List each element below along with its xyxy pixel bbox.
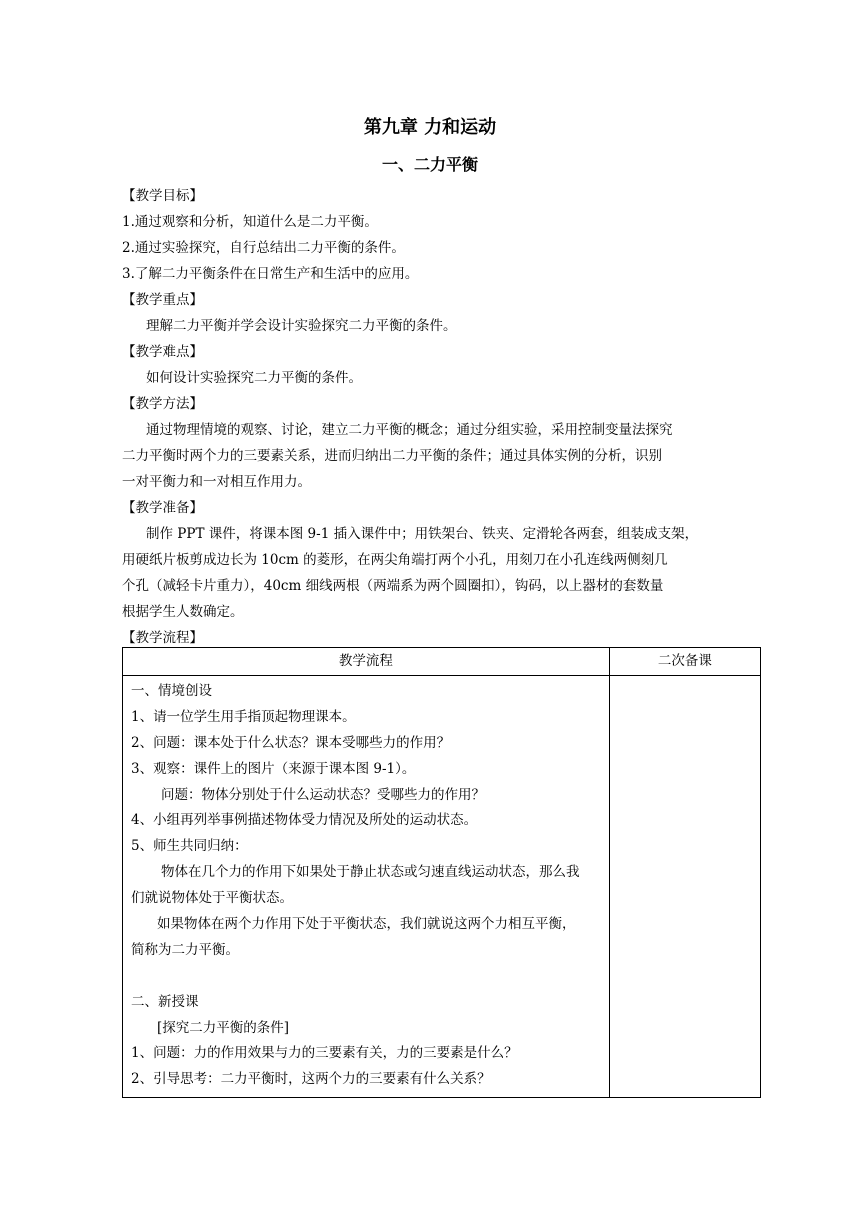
- key-points-text: 理解二力平衡并学会设计实验探究二力平衡的条件。: [146, 318, 457, 334]
- process-heading: 【教学流程】: [122, 630, 203, 646]
- process-line: 如果物体在两个力作用下处于平衡状态，我们就说这两个力相互平衡，: [157, 916, 576, 933]
- section-title: 一、二力平衡: [381, 155, 478, 174]
- process-line: 问题：物体分别处于什么运动状态？受哪些力的作用？: [161, 786, 485, 803]
- methods-heading: 【教学方法】: [122, 396, 203, 412]
- objective-item: 3.了解二力平衡条件在日常生产和生活中的应用。: [122, 266, 419, 282]
- key-points-heading: 【教学重点】: [122, 292, 203, 308]
- difficulties-text: 如何设计实验探究二力平衡的条件。: [146, 370, 362, 386]
- methods-line: 通过物理情境的观察、讨论，建立二力平衡的概念；通过分组实验，采用控制变量法探究: [146, 422, 673, 438]
- process-line: 们就说物体处于平衡状态。: [131, 890, 293, 907]
- chapter-title: 第九章 力和运动: [363, 117, 497, 138]
- table-header-row: [123, 648, 761, 676]
- objective-item: 2.通过实验探究，自行总结出二力平衡的条件。: [122, 240, 405, 256]
- difficulties-heading: 【教学难点】: [122, 344, 203, 360]
- column-header-revision: 二次备课: [609, 648, 760, 676]
- preparation-line: 根据学生人数确定。: [122, 604, 244, 620]
- process-line: 3、观察：课件上的图片（来源于课本图 9-1）。: [131, 760, 416, 777]
- process-line: [探究二力平衡的条件]: [157, 1019, 290, 1036]
- process-line: 5、师生共同归纳：: [131, 838, 248, 855]
- preparation-line: 制作 PPT 课件，将课本图 9-1 插入课件中；用铁架台、铁夹、定滑轮各两套，组装成支架，: [146, 526, 699, 542]
- process-cell: [123, 676, 610, 1098]
- process-line: 4、小组再列举事例描述物体受力情况及所处的运动状态。: [131, 812, 478, 829]
- process-line: 1、问题：力的作用效果与力的三要素有关，力的三要素是什么？: [131, 1045, 518, 1062]
- revision-cell: [609, 676, 760, 1098]
- methods-line: 一对平衡力和一对相互作用力。: [122, 474, 311, 490]
- process-line: 二、新授课: [131, 993, 199, 1010]
- preparation-line: 个孔（减轻卡片重力），40cm 细线两根（两端系为两个圆圈扣），钩码，以上器材的套数量: [122, 578, 664, 594]
- process-line: 1、请一位学生用手指顶起物理课本。: [131, 708, 356, 725]
- process-line: [131, 964, 603, 990]
- lesson-plan-body: [122, 183, 742, 651]
- process-line: 一、情境创设: [131, 683, 212, 699]
- process-line: 物体在几个力的作用下如果处于静止状态或匀速直线运动状态，那么我: [161, 864, 580, 881]
- process-line: 简称为二力平衡。: [131, 941, 239, 958]
- process-line: 2、引导思考：二力平衡时，这两个力的三要素有什么关系？: [131, 1071, 491, 1088]
- objectives-heading: 【教学目标】: [122, 188, 203, 204]
- process-line: 2、问题：课本处于什么状态？课本受哪些力的作用？: [131, 734, 451, 751]
- table-row: [123, 676, 761, 1098]
- preparation-heading: 【教学准备】: [122, 500, 203, 516]
- teaching-process-table: [122, 647, 761, 1098]
- preparation-line: 用硬纸片板剪成边长为 10cm 的菱形，在两尖角端打两个小孔，用刻刀在小孔连线两侧刻几: [122, 552, 668, 568]
- objective-item: 1.通过观察和分析，知道什么是二力平衡。: [122, 214, 378, 230]
- methods-line: 二力平衡时两个力的三要素关系，进而归纳出二力平衡的条件；通过具体实例的分析，识别: [122, 448, 662, 464]
- column-header-process: 教学流程: [123, 648, 610, 676]
